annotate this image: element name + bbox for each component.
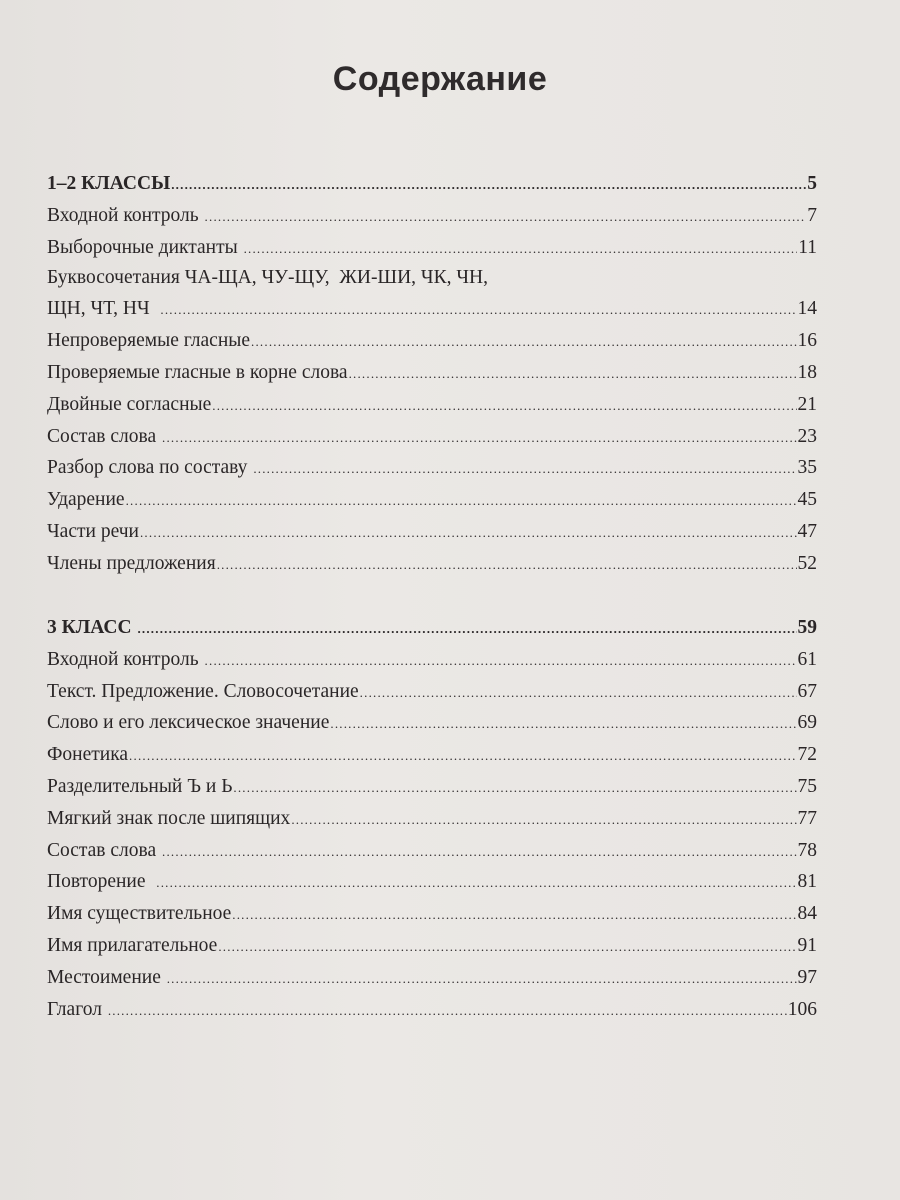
toc-entry: [47, 200, 817, 232]
toc-page-number: 61: [797, 648, 817, 670]
toc-page-number: 16: [797, 330, 817, 352]
toc-page-number: 84: [797, 903, 817, 925]
toc-page-number: 14: [797, 298, 817, 320]
toc-page-number: 5: [807, 173, 817, 194]
toc-entry-title: Входной контроль: [47, 648, 204, 670]
dot-leader: [167, 963, 797, 995]
toc-page-number: 23: [797, 425, 817, 447]
toc-page-number: 69: [797, 712, 817, 734]
toc-entry-title: ЩН, ЧТ, НЧ: [47, 298, 160, 320]
toc-entry: [47, 548, 817, 580]
toc-entry-title: Слово и его лексическое значение: [47, 712, 330, 734]
dot-leader: [160, 294, 796, 326]
dot-leader: [137, 613, 796, 645]
toc-page-number: 97: [797, 966, 817, 988]
toc-page-number: 21: [797, 393, 817, 415]
toc-entry: [47, 232, 817, 264]
toc-entry-title: Повторение: [47, 871, 156, 893]
toc-entry-title: 1–2 КЛАССЫ: [47, 173, 171, 194]
toc-page-number: 75: [797, 775, 817, 797]
toc-entry: [47, 803, 817, 835]
toc-page-number: 77: [797, 807, 817, 829]
toc-entry: [47, 357, 817, 389]
toc-page-number: 106: [787, 998, 817, 1020]
dot-leader: [218, 931, 796, 963]
toc-entry-title: Проверяемые гласные в корне слова: [47, 361, 348, 383]
toc-page-number: 52: [797, 552, 817, 574]
toc-page-number: 59: [797, 617, 817, 638]
dot-leader: [291, 804, 796, 836]
toc-entry-title: Разделительный Ъ и Ь: [47, 775, 233, 797]
toc-entry: [47, 707, 817, 739]
toc-entry-title: Мягкий знак после шипящих: [47, 807, 291, 829]
toc-entry-title: Двойные согласные: [47, 393, 212, 415]
toc-page-number: 91: [797, 934, 817, 956]
toc-entry: [47, 421, 817, 453]
toc-entry: [47, 962, 817, 994]
toc-page-number: 18: [797, 361, 817, 383]
toc-page-number: 72: [797, 744, 817, 766]
toc-entry: [47, 389, 817, 421]
toc-entry: [47, 676, 817, 708]
toc-entry: [47, 484, 817, 516]
dot-leader: [162, 422, 796, 454]
dot-leader: [244, 233, 798, 265]
toc-entry: [47, 452, 817, 484]
toc-entry-title: Выборочные диктанты: [47, 236, 243, 258]
dot-leader: [126, 485, 797, 517]
dot-leader: [217, 549, 797, 581]
toc-entry-title: Местоимение: [47, 966, 166, 988]
toc-entry-title: Состав слова: [47, 425, 162, 447]
dot-leader: [156, 867, 796, 899]
toc-entry: [47, 898, 817, 930]
toc-entry: [47, 835, 817, 867]
toc-entry-title: Имя прилагательное: [47, 934, 218, 956]
dot-leader: [233, 772, 796, 804]
toc-page-number: 67: [797, 680, 817, 702]
toc-entry: [47, 739, 817, 771]
toc-page-number: 81: [797, 871, 817, 893]
dot-leader: [140, 517, 797, 549]
toc-entry-title: Части речи: [47, 520, 139, 542]
dot-leader: [330, 708, 796, 740]
toc-page-number: 35: [797, 457, 817, 479]
page-title: Содержание: [332, 60, 548, 98]
toc-section-heading: [47, 612, 817, 644]
toc-page-number: 11: [798, 236, 817, 258]
toc-page-number: 45: [797, 489, 817, 511]
toc-entry: [47, 516, 817, 548]
toc-entry-title: Ударение: [47, 489, 125, 511]
toc-entry: [47, 771, 817, 803]
toc-section-3-grade: [47, 612, 817, 1025]
dot-leader: [251, 326, 796, 358]
toc-section-heading: [47, 168, 817, 200]
toc-entry-title: Фонетика: [47, 744, 129, 766]
dot-leader: [129, 740, 796, 772]
dot-leader: [232, 899, 796, 931]
dot-leader: [171, 169, 806, 201]
toc-page-number: 47: [797, 520, 817, 542]
toc-entry-title: Состав слова: [47, 839, 162, 861]
toc-entry-title: Имя существительное: [47, 903, 232, 925]
toc-entry: [47, 293, 817, 325]
toc-page-number: 78: [797, 839, 817, 861]
toc-entry-title: Входной контроль: [47, 204, 204, 226]
toc-entry-title: 3 КЛАСС: [47, 617, 137, 638]
toc-entry: [47, 644, 817, 676]
dot-leader: [253, 453, 796, 485]
toc-entry: [47, 994, 817, 1026]
toc-entry: [47, 930, 817, 962]
toc-entry-title: Члены предложения: [47, 552, 216, 574]
dot-leader: [162, 836, 796, 868]
toc-entry: [47, 866, 817, 898]
toc-entry-title: Текст. Предложение. Словосочетание: [47, 680, 359, 702]
dot-leader: [212, 390, 796, 422]
toc-entry-title-line1: Буквосочетания ЧА-ЩА, ЧУ-ЩУ, ЖИ-ШИ, ЧК, ЧН,: [47, 267, 488, 289]
toc-entry-title: Глагол: [47, 998, 107, 1020]
dot-leader: [108, 995, 787, 1027]
dot-leader: [205, 645, 797, 677]
toc-entry-title: Непроверяемые гласные: [47, 330, 251, 352]
toc-page-number: 7: [807, 204, 817, 226]
dot-leader: [349, 358, 797, 390]
dot-leader: [360, 677, 797, 709]
toc-section-1-2-grades: [47, 168, 817, 580]
dot-leader: [205, 201, 807, 233]
toc-entry-title: Разбор слова по составу: [47, 457, 253, 479]
toc-entry: [47, 325, 817, 357]
